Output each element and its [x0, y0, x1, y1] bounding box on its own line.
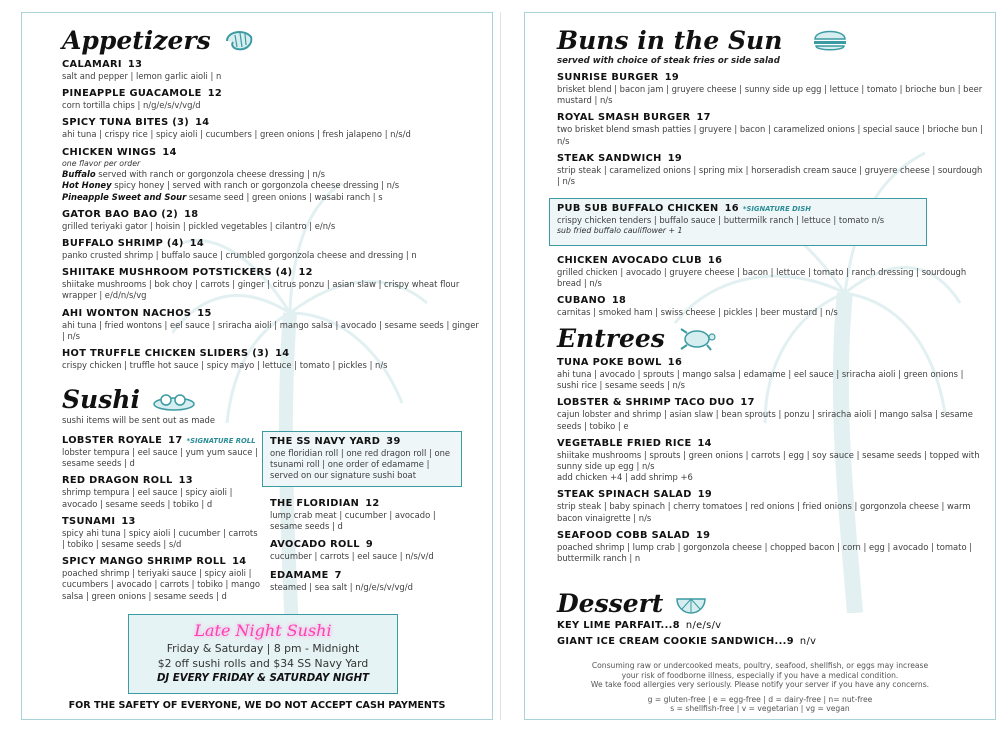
item-title: CHICKEN AVOCADO CLUB [557, 255, 702, 266]
item-name [557, 357, 987, 369]
menu-item [557, 530, 987, 564]
pub-sub-name: PUB SUB BUFFALO CHICKEN 16 *SIGNATURE DISH [557, 203, 811, 214]
late-night-hours: Friday & Saturday | 8 pm - Midnight [166, 642, 360, 655]
item-price: 19 [697, 489, 713, 501]
item-description: shiitake mushrooms | sprouts | green onions | carrots | egg | soy sauce | sesame seeds | topped with sunny side up egg | n/s [557, 449, 980, 472]
item-description: lobster tempura | eel sauce | yum yum sauce | sesame seeds | d [62, 447, 258, 469]
item-description: strip steak | caramelized onions | spring mix | horseradish cream sauce | gruyere cheese | sourdough | n/s [557, 164, 983, 187]
sushi-left-column [62, 429, 262, 602]
dessert-section [557, 591, 987, 648]
flavor-label: Buffalo [62, 169, 96, 180]
sushi-heading [62, 387, 482, 412]
menu-item [557, 72, 987, 106]
item-price: 18 [184, 208, 199, 220]
pub-sub-desc: crispy chicken tenders | buffalo sauce | buttermilk ranch | lettuce | tomato n/s [557, 215, 885, 225]
menu-item [270, 498, 470, 532]
flavor-text: spicy honey | served with ranch or gorgonzola cheese dressing | n/s [114, 180, 400, 191]
item-price: 17 [696, 112, 711, 124]
item-name [62, 88, 482, 100]
buns-heading [557, 27, 987, 53]
item-price: 19 [695, 529, 711, 541]
item-name [557, 620, 987, 632]
navy-yard-desc: one floridian roll | one red dragon roll | one tsunami roll | one order of edamame | served on our signature sushi boat [270, 448, 451, 481]
item-name [62, 59, 482, 71]
item-title: LOBSTER ROYALE [62, 435, 163, 446]
item-name [62, 117, 482, 129]
item-diet: n/e/s/v [685, 620, 722, 631]
menu-item [62, 59, 482, 82]
item-title: TSUNAMI [62, 515, 116, 527]
item-name [270, 498, 470, 510]
item-title: SPICY MANGO SHRIMP ROLL [62, 556, 227, 568]
menu-item [62, 348, 482, 371]
item-name [62, 516, 262, 528]
item-name [62, 238, 482, 250]
item-description: grilled chicken | avocado | gruyere cheese | bacon | lettuce | tomato | ranch dressing | sourdough bread | n/s [557, 267, 967, 289]
item-description: carnitas | smoked ham | swiss cheese | pickles | beer mustard | n/s [557, 307, 838, 318]
menu-item [557, 295, 987, 318]
item-name [62, 267, 482, 279]
menu-item [62, 117, 482, 140]
item-description: two brisket blend smash patties | gruyere | bacon | caramelized onions | special sauce | brioche bun | n/s [557, 124, 983, 146]
item-price: 16 [707, 255, 723, 266]
item-title: TUNA POKE BOWL [557, 357, 662, 368]
item-description: ahi tuna | crispy rice | spicy aioli | cucumbers | green onions | fresh jalapeno | n/s/d [62, 129, 411, 140]
entrees-title: Entrees [557, 323, 665, 353]
menu-item [62, 88, 482, 111]
signature-tag: *SIGNATURE ROLL [186, 437, 256, 445]
item-price: 16 [667, 357, 683, 368]
item-name [557, 530, 987, 542]
item-name [557, 153, 987, 165]
item-title: GATOR BAO BAO (2) [62, 208, 179, 220]
item-title: SHIITAKE MUSHROOM POTSTICKERS (4) [62, 267, 293, 279]
diet-legend-1: g = gluten-free | e = egg-free | d = dairy-free | n= nut-free [647, 694, 873, 704]
item-title: LOBSTER & SHRIMP TACO DUO [557, 397, 735, 409]
allergy-advisory [535, 661, 985, 714]
burger-icon [812, 27, 848, 53]
menu-item [62, 556, 262, 602]
flavor-option [62, 192, 482, 203]
entrees-heading [557, 325, 987, 351]
shrimp-icon [223, 27, 255, 53]
flavor-label: Pineapple Sweet and Sour [62, 191, 187, 202]
menu-item [62, 308, 482, 342]
buns-section [557, 27, 987, 187]
item-price: 14 [195, 117, 210, 129]
item-addons: add chicken +4 | add shrimp +6 [557, 472, 693, 483]
item-title: RED DRAGON ROLL [62, 475, 173, 487]
item-name [62, 209, 482, 221]
sushi-title: Sushi [62, 385, 140, 414]
item-name [557, 636, 987, 648]
item-price: 14 [162, 146, 177, 158]
item-title: BUFFALO SHRIMP (4) [62, 237, 184, 249]
item-title: GIANT ICE CREAM COOKIE SANDWICH...9 [557, 636, 794, 647]
item-price: 14 [189, 237, 205, 249]
item-name [270, 570, 470, 582]
item-price: 13 [121, 515, 136, 527]
buns-title: Buns in the Sun [557, 25, 783, 55]
item-title: AVOCADO ROLL [270, 539, 360, 551]
sushi-icon [152, 389, 196, 411]
dessert-heading [557, 591, 987, 616]
flavor-option [62, 169, 482, 180]
sushi-note: sushi items will be sent out as made [62, 415, 215, 425]
dessert-title: Dessert [557, 589, 664, 618]
sushi-section [62, 387, 482, 426]
advisory-line-3: We take food allergies very seriously. Please notify your server if you have any concerns. [590, 680, 930, 690]
left-menu-page [21, 12, 493, 720]
item-title: EDAMAME [270, 569, 329, 581]
item-title: CHICKEN WINGS [62, 146, 157, 158]
cash-payment-notice: FOR THE SAFETY OF EVERYONE, WE DO NOT ACCEPT CASH PAYMENTS [68, 700, 446, 711]
item-name [62, 348, 482, 360]
pub-sub-substitute: sub fried buffalo cauliflower + 1 [557, 226, 683, 236]
menu-item [62, 267, 482, 301]
item-price: 12 [207, 88, 223, 100]
item-title: CUBANO [557, 295, 606, 307]
item-name [557, 295, 987, 307]
menu-item [557, 620, 987, 632]
late-night-deal: $2 off sushi rolls and $34 SS Navy Yard [157, 657, 369, 670]
flavor-text: served with ranch or gorgonzola cheese dressing | n/s [98, 169, 326, 180]
diet-legend-2: s = shellfish-free | v = vegetarian | vg = vegan [670, 704, 850, 714]
item-price: 17 [740, 397, 755, 409]
item-title: STEAK SANDWICH [557, 152, 662, 164]
buns-subtitle: served with choice of steak fries or side salad [557, 56, 780, 66]
item-name [62, 147, 482, 159]
item-price: 13 [127, 59, 143, 70]
item-name [557, 255, 987, 267]
item-diet: n/v [799, 636, 817, 647]
item-name [62, 475, 262, 487]
item-price: 9 [365, 539, 374, 551]
page-gutter [500, 12, 501, 720]
item-description: shrimp tempura | eel sauce | spicy aioli | avocado | sesame seeds | tobiko | d [62, 487, 233, 509]
menu-item [62, 209, 482, 232]
item-title: THE FLORIDIAN [270, 498, 360, 509]
navy-yard-name: THE SS NAVY YARD 39 [270, 436, 401, 447]
item-description: strip steak | baby spinach | cherry tomatoes | red onions | fried onions | gorgonzola cheese | warm bacon vinaigrette | n/s [557, 501, 971, 523]
item-name [557, 397, 987, 409]
item-description: poached shrimp | lump crab | gorgonzola cheese | chopped bacon | corn | egg | avocado | tomato | buttermilk ranch | n [557, 541, 973, 564]
item-price: 14 [275, 347, 290, 359]
right-menu-page [524, 12, 996, 720]
item-description: salt and pepper | lemon garlic aioli | n [62, 71, 222, 81]
pub-sub-featured-box [549, 198, 927, 246]
menu-item [62, 516, 262, 550]
late-night-title: Late Night Sushi [194, 621, 332, 640]
item-description: cucumber | carrots | eel sauce | n/s/v/d [270, 551, 434, 562]
item-title: ROYAL SMASH BURGER [557, 112, 691, 124]
lime-slice-icon [675, 593, 707, 615]
item-description: corn tortilla chips | n/g/e/s/v/vg/d [62, 100, 201, 111]
item-name [557, 112, 987, 124]
menu-item [557, 397, 987, 431]
item-description: grilled teriyaki gator | hoisin | pickled vegetables | cilantro | e/n/s [62, 220, 336, 231]
flavor-text: sesame seed | green onions | wasabi ranch | s [188, 191, 383, 202]
menu-item [270, 570, 470, 593]
flavor-option [62, 180, 482, 191]
item-title: KEY LIME PARFAIT...8 [557, 620, 680, 631]
item-price: 15 [197, 307, 212, 319]
menu-item [557, 636, 987, 648]
item-description: steamed | sea salt | n/g/e/s/v/vg/d [270, 581, 413, 592]
item-name [270, 539, 470, 551]
ss-navy-yard-box [262, 431, 462, 487]
menu-item [62, 435, 262, 469]
item-title: CALAMARI [62, 59, 122, 70]
advisory-line-1: Consuming raw or undercooked meats, poultry, seafood, shellfish, or eggs may increase [591, 661, 929, 670]
flavor-note: one flavor per order [62, 158, 141, 168]
turtle-icon [677, 325, 717, 351]
item-description: ahi tuna | fried wontons | eel sauce | sriracha aioli | mango salsa | avocado | sesame seeds | ginger | n/s [62, 319, 479, 341]
item-price: 12 [298, 267, 313, 279]
item-title: PINEAPPLE GUACAMOLE [62, 88, 202, 100]
menu-item [557, 357, 987, 391]
menu-item [557, 438, 987, 484]
item-price: 13 [178, 475, 193, 487]
item-price: 18 [611, 295, 627, 307]
menu-item [557, 153, 987, 187]
buns-more-list [557, 249, 987, 319]
item-name [557, 489, 987, 501]
menu-item [557, 112, 987, 146]
item-description: spicy ahi tuna | spicy aioli | cucumber | carrots | tobiko | sesame seeds | s/d [62, 527, 258, 550]
menu-item [557, 489, 987, 523]
item-description: poached shrimp | teriyaki sauce | spicy aioli | cucumbers | avocado | carrots | tobiko | mango salsa | green onions | sesame seeds | d [62, 568, 261, 601]
advisory-line-2: your risk of foodborne illness, especially if you have a medical condition. [621, 670, 899, 680]
sushi-right-column [270, 491, 470, 593]
item-description: brisket blend | bacon jam | gruyere cheese | sunny side up egg | lettuce | tomato | brioche bun | beer mustard | n/s [557, 84, 983, 106]
late-night-dj: DJ EVERY FRIDAY & SATURDAY NIGHT [156, 673, 370, 684]
entrees-section [557, 325, 987, 564]
item-name [62, 556, 262, 568]
late-night-sushi-box [128, 614, 398, 694]
appetizers-title: Appetizers [62, 25, 211, 55]
item-price: 17 [168, 435, 183, 446]
item-title: AHI WONTON NACHOS [62, 307, 192, 319]
item-title: VEGETABLE FRIED RICE [557, 437, 692, 449]
item-price: 19 [667, 152, 683, 164]
appetizers-section [62, 27, 482, 371]
item-name [557, 438, 987, 450]
item-title: SPICY TUNA BITES (3) [62, 117, 190, 129]
item-name [62, 435, 262, 447]
menu-item [62, 475, 262, 509]
menu-item [62, 238, 482, 261]
item-title: SEAFOOD COBB SALAD [557, 529, 690, 541]
item-name [557, 72, 987, 84]
item-title: SUNRISE BURGER [557, 72, 659, 83]
item-description: shiitake mushrooms | bok choy | carrots | ginger | citrus ponzu | asian slaw | crispy wheat flour wrapper | e/d/n/s/vg [62, 279, 460, 301]
item-description: ahi tuna | avocado | sprouts | mango salsa | edamame | eel sauce | sriracha aioli | green onions | sushi rice | sesame seeds | n/s [557, 369, 964, 391]
menu-item [270, 539, 470, 562]
item-description: panko crusted shrimp | buffalo sauce | crumbled gorgonzola cheese and dressing | n [62, 249, 417, 260]
item-name [62, 308, 482, 320]
appetizers-heading [62, 27, 482, 53]
item-price: 14 [697, 437, 712, 449]
item-description: lump crab meat | cucumber | avocado | sesame seeds | d [270, 510, 436, 532]
item-price: 7 [334, 569, 342, 581]
menu-item [557, 255, 987, 289]
flavor-label: Hot Honey [62, 180, 112, 191]
item-description: crispy chicken | truffle hot sauce | spicy mayo | lettuce | tomato | pickles | n/s [62, 359, 388, 370]
item-description: cajun lobster and shrimp | asian slaw | bean sprouts | ponzu | sriracha aioli | mango salsa | sesame seeds | tobiko | e [557, 409, 973, 431]
item-price: 14 [232, 556, 247, 568]
menu-item [62, 147, 482, 203]
item-title: HOT TRUFFLE CHICKEN SLIDERS (3) [62, 347, 270, 359]
item-price: 12 [365, 498, 380, 509]
item-title: STEAK SPINACH SALAD [557, 489, 692, 501]
item-price: 19 [664, 72, 680, 83]
